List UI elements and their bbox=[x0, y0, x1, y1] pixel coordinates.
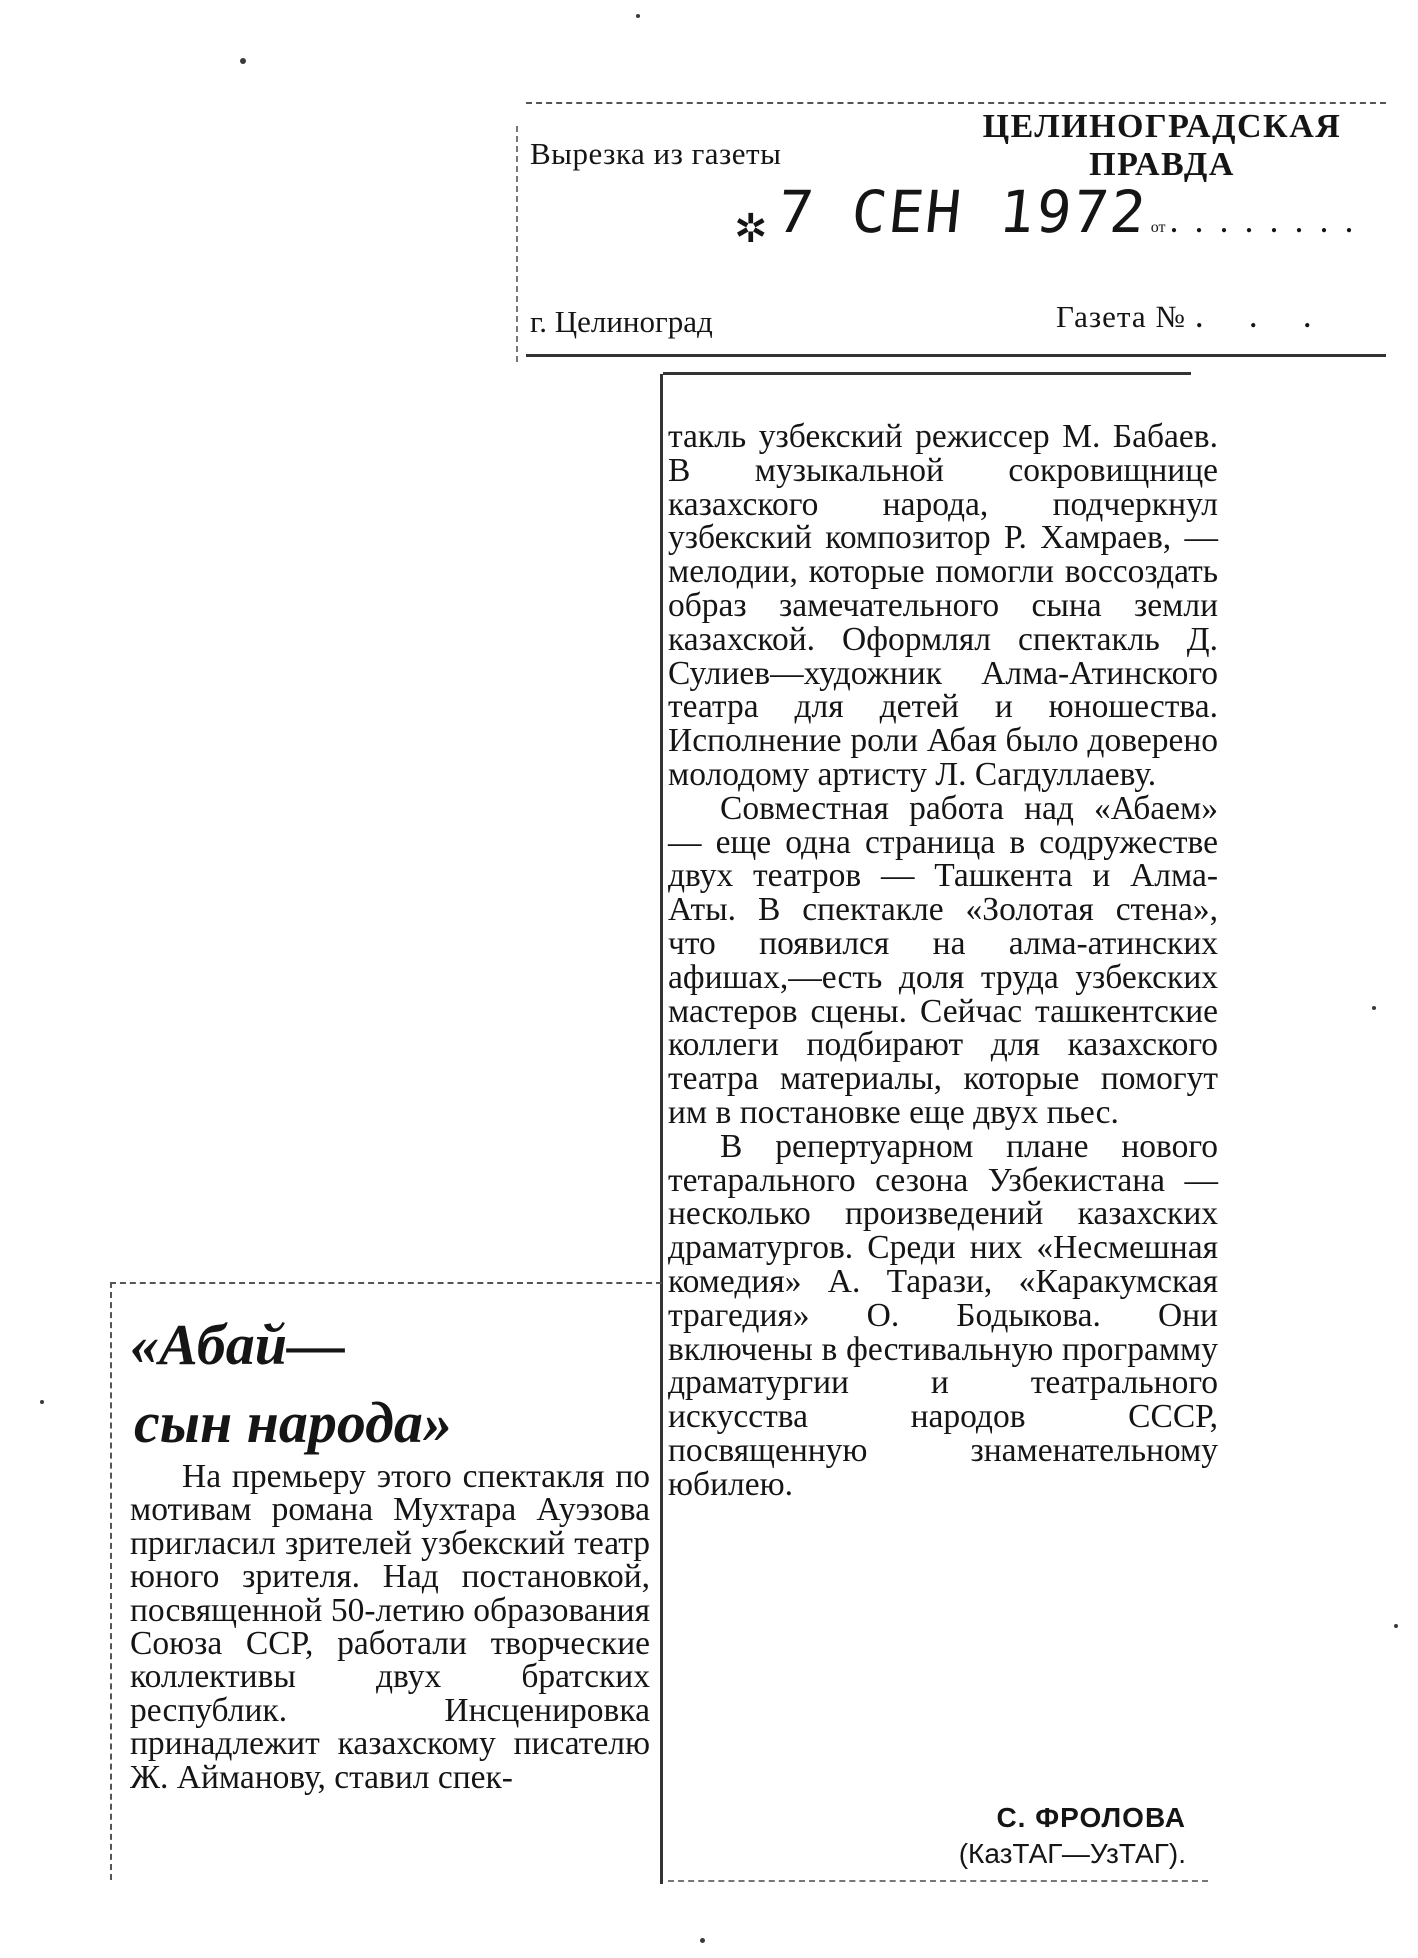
issue-dots: . . . bbox=[1194, 295, 1330, 335]
stamp-top-rule bbox=[526, 102, 1386, 104]
issue-label bbox=[1056, 294, 1330, 336]
date-ot-label: от bbox=[1150, 219, 1166, 236]
date-stamp: 7 СЕН 1972 bbox=[773, 178, 1151, 246]
paragraph-continuation: такль узбекский режиссер М. Бабаев. В музыкальной сокровищнице казахского народа, подчеркнул узбекский композитор Р. Хамраев, — мелодии, которые помогли воссоздать образ замечательного сына земли казахской. Оформлял спектакль Д. Сулиев—художник Алма-Атинского театра для детей и юношества. Исполнение роли Абая было доверено молодому артисту Л. Сагдуллаеву. bbox=[668, 418, 1218, 793]
author-name: С. ФРОЛОВА bbox=[996, 1802, 1186, 1833]
date-stamp-line bbox=[734, 178, 1370, 252]
scan-speck bbox=[1372, 1006, 1376, 1010]
scan-speck bbox=[700, 1938, 705, 1943]
city-label: г. Целиноград bbox=[530, 304, 713, 339]
clipping-stamp bbox=[516, 96, 1394, 362]
scan-speck bbox=[636, 14, 640, 18]
article-right-column bbox=[668, 420, 1218, 1502]
paragraph-repertoire: В репертуарном плане нового тетарального сезона Узбекистана — несколько произведений казахских драматургов. Среди них «Несмешная комедия» А. Тарази, «Каракумская трагедия» О. Бодыкова. Они включены в фестивальную программу драматургии и театрального искусства народов СССР, посвященную знаменательному юбилею. bbox=[668, 1127, 1218, 1503]
bottom-rule bbox=[668, 1880, 1208, 1882]
news-agency: (КазТАГ—УзТАГ). bbox=[958, 1838, 1186, 1869]
date-dots: ........ bbox=[1169, 200, 1370, 240]
star-icon: ✲ bbox=[734, 205, 768, 251]
issue-label-text: Газета № bbox=[1056, 299, 1186, 334]
paragraph-collaboration: Совместная работа над «Абаем» — еще одна страница в содружестве двух театров — Ташкента и Алма-Аты. В спектакле «Золотая стена», что появился на алма-атинских афишах,—есть доля труда узбекских мастеров сцены. Сейчас ташкентские коллеги подбирают для казахского театра материалы, которые помогут им в постановке еще двух пьес. bbox=[668, 789, 1218, 1131]
newspaper-name: ЦЕЛИНОГРАДСКАЯ ПРАВДА bbox=[982, 108, 1342, 183]
headline-line-1: «Абай— bbox=[130, 1312, 346, 1377]
scan-speck bbox=[1394, 1624, 1398, 1628]
byline bbox=[880, 1800, 1186, 1872]
stamp-bottom-rule bbox=[526, 354, 1386, 357]
stamp-left-rule bbox=[516, 126, 518, 362]
headline-line-2: сын народа» bbox=[134, 1390, 452, 1455]
clipping-label: Вырезка из газеты bbox=[530, 136, 782, 171]
scan-speck bbox=[240, 58, 246, 64]
column-top-rule bbox=[663, 372, 1191, 375]
scan-speck bbox=[40, 1400, 44, 1404]
paragraph-premiere: На премьеру этого спектакля по мотивам романа Мухтара Ауэзова пригласил зрителей узбекский театр юного зрителя. Над постановкой, посвященной 50-летию образования Союза ССР, работали творческие коллективы двух братских республик. Инсценировка принадлежит казахскому писателю Ж. Айманову, ставил спек- bbox=[130, 1458, 650, 1796]
article-headline bbox=[130, 1306, 650, 1462]
article-left-column bbox=[130, 1460, 650, 1794]
